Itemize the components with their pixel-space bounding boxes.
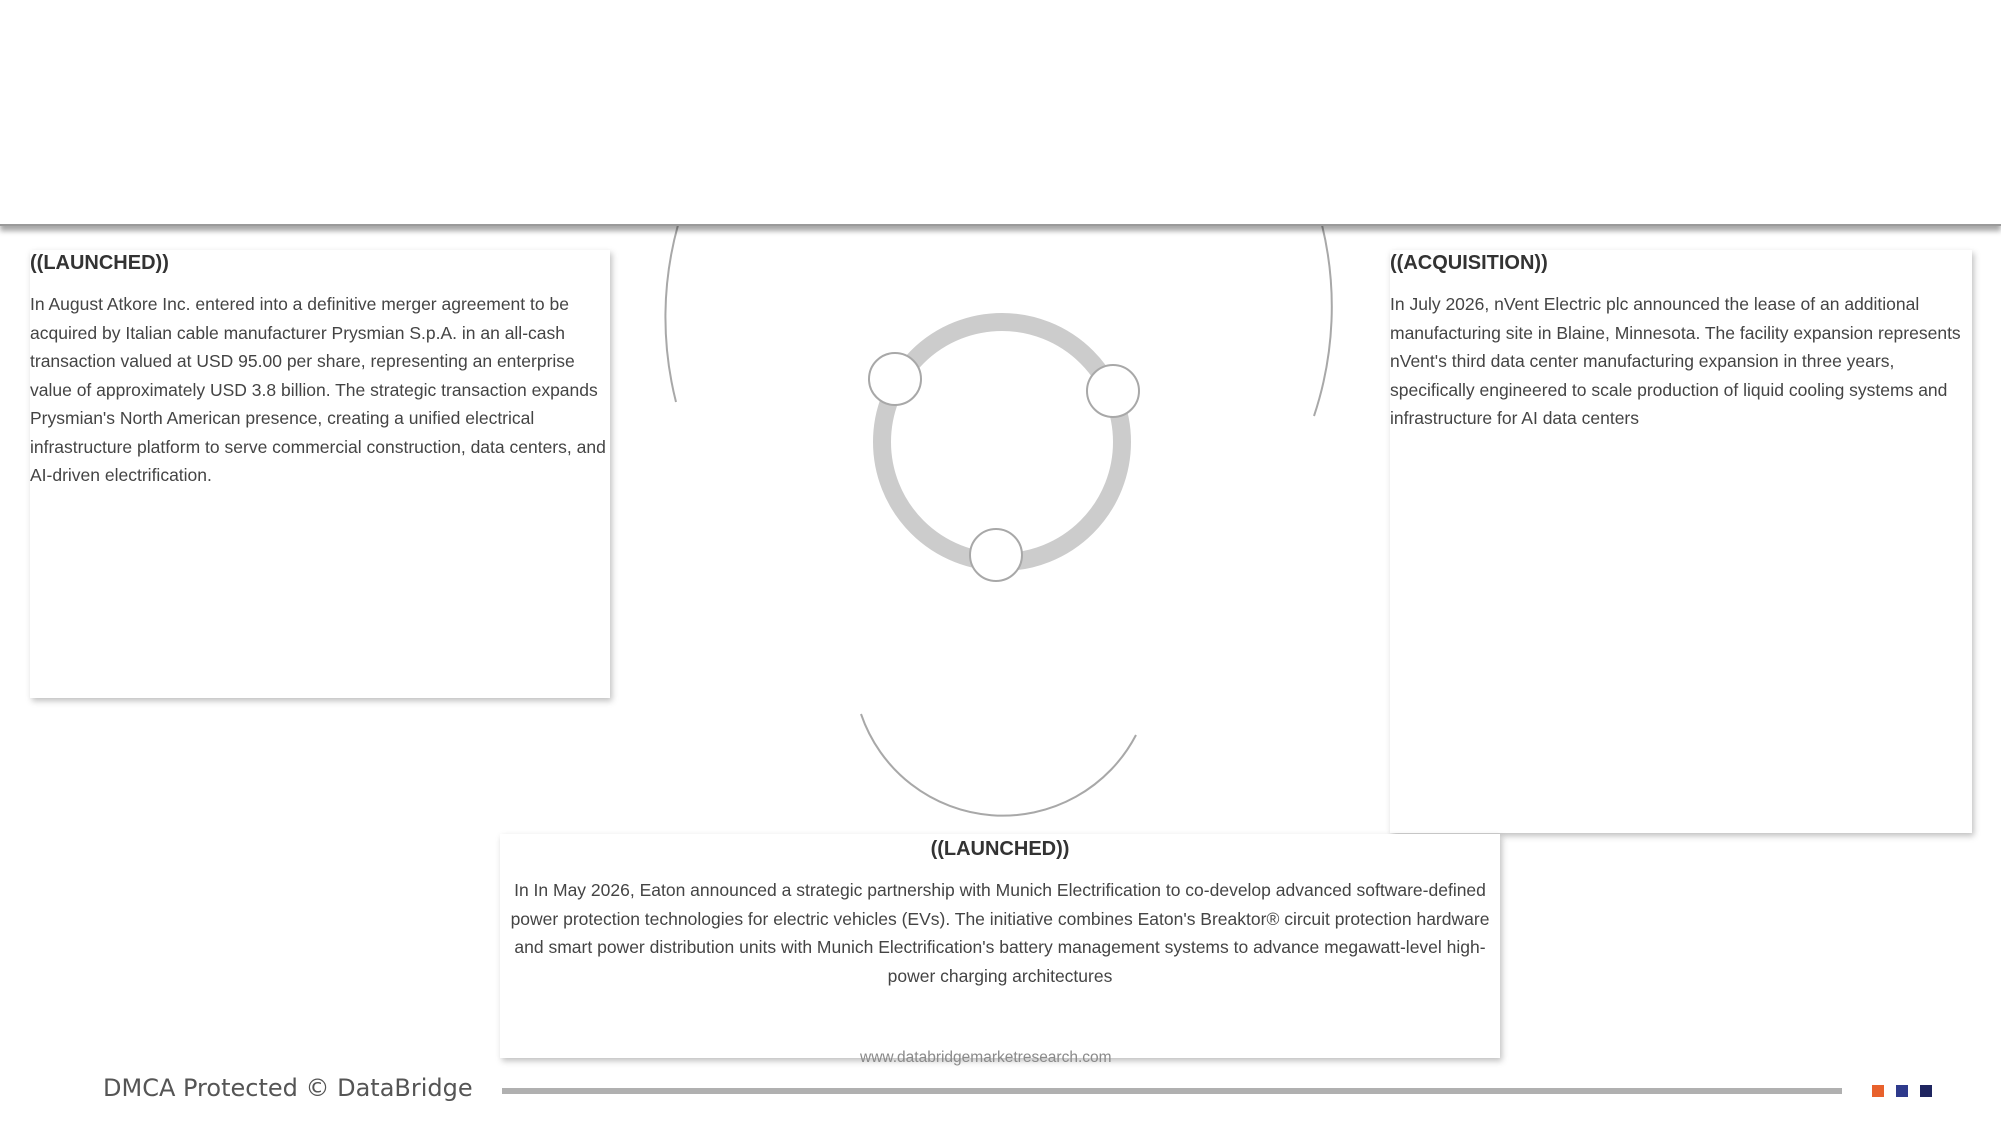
- ring-node-bottom: [970, 529, 1022, 581]
- card-right-title: ((ACQUISITION)): [1390, 252, 1548, 274]
- copyright-text: DMCA Protected © DataBridge: [103, 1074, 473, 1102]
- arc-bottom: [861, 714, 1136, 816]
- card-bottom-body: In In May 2026, Eaton announced a strategic partnership with Munich Electrification to co-develop advanced software-defined power protection technologies for electric vehicles (EVs). The initiative combines Eaton's Breaktor® circuit protection hardware and smart power distribution units with Munich Electrification's battery management systems to advance megawatt-level high-power charging architectures: [510, 880, 1490, 986]
- arc-left: [665, 225, 678, 402]
- card-right-body: In July 2026, nVent Electric plc announced the lease of an additional manufacturing site in Blaine, Minnesota. The facility expansion represents nVent's third data center manufacturing expansion in three years, specifically engineered to scale production of liquid cooling systems and infrastructure for AI data centers: [1390, 294, 1961, 428]
- top-banner: [0, 0, 2001, 226]
- navy-square-icon: [1920, 1085, 1932, 1097]
- card-bottom-title: ((LAUNCHED)): [930, 838, 1070, 860]
- website-url[interactable]: www.databridgemarketresearch.com: [860, 1049, 1112, 1066]
- news-card-right: [1390, 250, 1972, 833]
- center-ring: [882, 322, 1122, 562]
- card-left-title: ((LAUNCHED)): [30, 252, 169, 274]
- card-left-body: In August Atkore Inc. entered into a definitive merger agreement to be acquired by Italian cable manufacturer Prysmian S.p.A. in an all-cash transaction valued at USD 95.00 per share, representing an enterprise value of approximately USD 3.8 billion. The strategic transaction expands Prysmian's North American presence, creating a unified electrical infrastructure platform to serve commercial construction, data centers, and AI-driven electrification.: [30, 294, 606, 485]
- ring-node-left: [869, 353, 921, 405]
- orange-square-icon: [1872, 1085, 1884, 1097]
- ring-node-right: [1087, 365, 1139, 417]
- news-card-left: [30, 250, 610, 698]
- footer-divider: [502, 1088, 1842, 1094]
- blue-square-icon: [1896, 1085, 1908, 1097]
- news-card-bottom: [500, 834, 1500, 1058]
- arc-right: [1314, 225, 1332, 416]
